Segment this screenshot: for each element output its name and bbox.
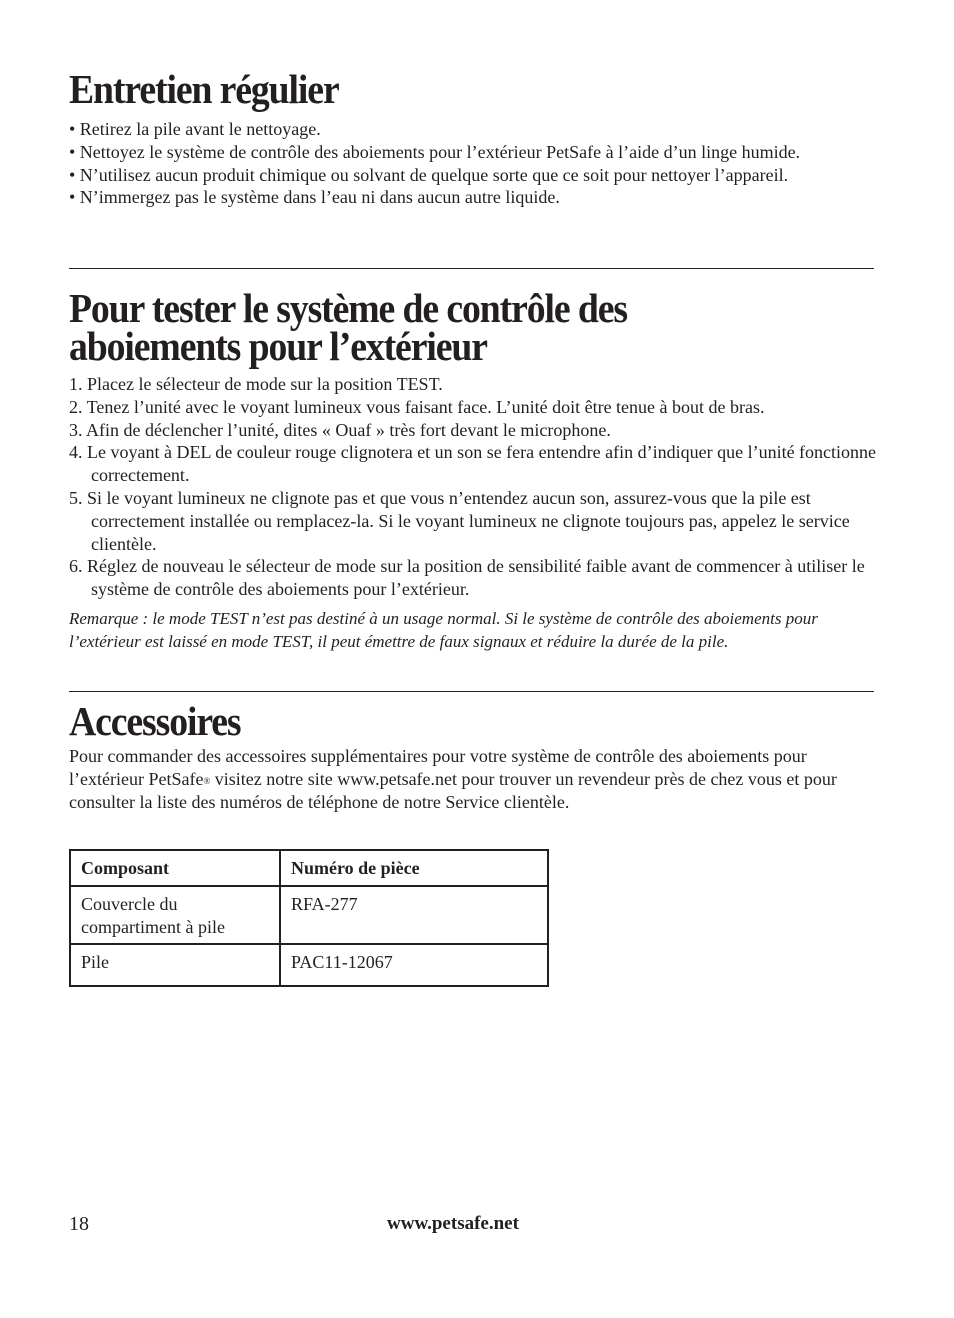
accessories-text-part2: visitez notre site www.petsafe.net pour trouver un revendeur près de chez vous et pour consulter la liste des numéros de téléphone de notre Service clientèle. [69,768,837,812]
section-divider [69,691,874,692]
section-title-maintenance: Entretien régulier [69,66,339,112]
list-item: 5. Si le voyant lumineux ne clignote pas et que vous n’entendez aucun son, assurez-vous que la pile est correctement installée ou remplacez-la. Si le voyant lumineux ne clignote toujours pas, appelez le service clientèle. [69,487,850,554]
table-row [70,944,548,986]
table-cell: RFA-277 [280,886,548,944]
list-item: 2. Tenez l’unité avec le voyant lumineux vous faisant face. L’unité doit être tenue à bout de bras. [69,396,765,417]
table-header-row [70,850,548,886]
section-title-accessories: Accessoires [69,698,241,744]
list-item: 1. Placez le sélecteur de mode sur la position TEST. [69,374,443,394]
section-title-test-line2: aboiements pour l’extérieur [69,323,487,369]
accessories-paragraph [69,745,859,813]
list-item: • N’utilisez aucun produit chimique ou solvant de quelque sorte que ce soit pour nettoyer l’appareil. [69,164,789,185]
maintenance-list [69,118,859,209]
column-header-component: Composant [70,850,280,886]
list-item: • N’immergez pas le système dans l’eau ni dans aucun autre liquide. [69,187,560,208]
list-item: 3. Afin de déclencher l’unité, dites « Ouaf » très fort devant le microphone. [69,419,611,440]
list-item: 6. Réglez de nouveau le sélecteur de mode sur la position de sensibilité faible avant de commencer à utiliser le système de contrôle des aboiements pour l’extérieur. [69,556,865,600]
table-cell: PAC11-12067 [280,944,548,986]
list-item: 4. Le voyant à DEL de couleur rouge clignotera et un son se fera entendre afin d’indiquer que l’unité fonctionne correctement. [69,442,877,486]
section-title-test-line1: Pour tester le système de contrôle des [69,285,627,331]
list-item: • Nettoyez le système de contrôle des aboiements pour l’extérieur PetSafe à l’aide d’un linge humide. [69,141,801,162]
table-cell: Pile [70,944,280,986]
page-number: 18 [69,1213,89,1235]
list-item: • Retirez la pile avant le nettoyage. [69,119,321,139]
accessories-text-part1: Pour commander des accessoires supplémentaires pour votre système de contrôle des aboiements pour l’extérieur PetSafe [69,746,807,789]
registered-mark: ® [203,775,211,786]
test-steps-list [69,373,899,601]
column-header-part-number: Numéro de pièce [280,850,548,886]
footer-website: www.petsafe.net [387,1213,519,1234]
parts-table [69,849,549,987]
table-cell: Couvercle du compartiment à pile [70,886,280,944]
section-divider [69,268,874,269]
test-mode-note: Remarque : le mode TEST n’est pas destiné à un usage normal. Si le système de contrôle des aboiements pour l’extérieur est laissé en mode TEST, il peut émettre de faux signaux et réduire la durée de la pile. [69,609,818,651]
table-row [70,886,548,944]
